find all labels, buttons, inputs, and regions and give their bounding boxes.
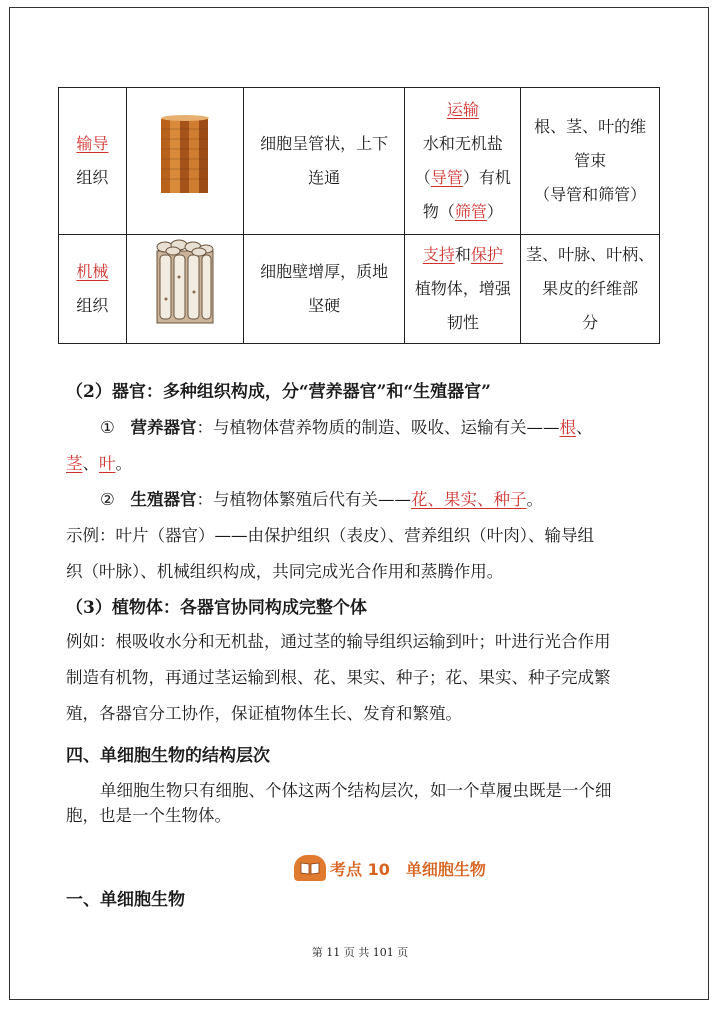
- function-text: ）: [486, 202, 503, 221]
- structure-text: 细胞壁增厚，质地: [260, 262, 389, 281]
- separator: 、: [82, 454, 99, 473]
- vegetative-organ-text: ：与植物体营养物质的制造、吸收、运输有关——: [196, 418, 560, 437]
- tissue-location-cell: [521, 235, 660, 344]
- reproductive-organ-line: [100, 486, 543, 510]
- tissue-name: 机械: [76, 262, 109, 281]
- function-keyword: 保护: [470, 245, 503, 264]
- plant-heading: （3）植物体：各器官协同构成完整个体: [66, 598, 367, 618]
- plant-paragraph: 制造有机物，再通过茎运输到根、花、果实、种子；花、果实、种子完成繁: [66, 668, 611, 687]
- unicell-paragraph: 胞，也是一个生物体。: [66, 806, 231, 825]
- tissue-name-cell: [59, 88, 127, 235]
- function-keyword: 支持: [422, 245, 455, 264]
- tissue-structure-cell: [243, 235, 405, 344]
- tissue-name-cell: [59, 235, 127, 344]
- reproductive-organ-title: 生殖器官: [130, 490, 197, 509]
- location-text: 茎、叶脉、叶柄、: [526, 245, 655, 264]
- tissue-function-cell: [405, 235, 521, 344]
- tissue-image-cell: [126, 88, 243, 235]
- kaodian-title: 考点 10 单细胞生物: [330, 859, 486, 879]
- structure-text: 坚硬: [308, 296, 341, 315]
- tissue-table: [58, 87, 660, 344]
- location-text: 管束: [574, 151, 607, 170]
- tissue-structure-cell: [243, 88, 405, 235]
- function-keyword: 运输: [446, 100, 479, 119]
- unicell-paragraph: 单细胞生物只有细胞、个体这两个结构层次，如一个草履虫既是一个细: [100, 781, 612, 800]
- tissue-function-cell: [405, 88, 521, 235]
- tissue-name-suffix: 组织: [76, 296, 109, 315]
- function-text: （: [414, 168, 431, 187]
- function-keyword: 导管: [430, 168, 463, 187]
- list-number: ②: [100, 490, 115, 509]
- function-text: 和: [454, 245, 471, 264]
- function-keyword: 筛管: [454, 202, 487, 221]
- function-text: ）有机: [462, 168, 511, 187]
- structure-text: 连通: [308, 168, 341, 187]
- table-row: [59, 235, 660, 344]
- list-number: ①: [100, 418, 115, 437]
- separator: 。: [115, 454, 132, 473]
- organ-keyword: 根: [559, 418, 577, 437]
- function-text: 水和无机盐: [422, 134, 503, 153]
- page-footer: 第 11 页 共 101 页: [311, 946, 409, 959]
- example-text: 织（叶脉）、机械组织构成，共同完成光合作用和蒸腾作用。: [66, 562, 504, 581]
- organ-keyword: 叶: [99, 454, 116, 473]
- tissue-name: 输导: [76, 134, 109, 153]
- conducting-tissue-tubes-image: [157, 113, 213, 197]
- function-text: 物（: [422, 202, 455, 221]
- location-text: 果皮的纤维部: [542, 279, 639, 298]
- unicell-heading: 四、单细胞生物的结构层次: [66, 746, 270, 766]
- separator: 、: [576, 418, 593, 437]
- separator: 。: [526, 490, 544, 509]
- organ-keyword: 花、果实、种子: [411, 490, 527, 509]
- plant-paragraph: 例如：根吸收水分和无机盐，通过茎的输导组织运输到叶；叶进行光合作用: [66, 632, 611, 651]
- function-text: 韧性: [446, 313, 479, 332]
- vegetative-organ-line-cont: [66, 450, 132, 474]
- mechanical-tissue-cells-image: [149, 237, 221, 329]
- reproductive-organ-text: ：与植物体繁殖后代有关——: [196, 490, 412, 509]
- location-text: 根、茎、叶的维: [534, 117, 647, 136]
- structure-text: 细胞呈管状，上下: [260, 134, 389, 153]
- example-text: 示例：叶片（器官）——由保护组织（表皮）、营养组织（叶肉）、输导组: [66, 526, 594, 545]
- tissue-name-suffix: 组织: [76, 168, 109, 187]
- vegetative-organ-line: [100, 414, 593, 438]
- book-icon: [294, 855, 326, 881]
- function-text: 植物体，增强: [414, 279, 511, 298]
- section-heading: 一、单细胞生物: [66, 890, 185, 910]
- tissue-location-cell: [521, 88, 660, 235]
- organ-keyword: 茎: [66, 454, 83, 473]
- tissue-image-cell: [126, 235, 243, 344]
- plant-paragraph: 殖，各器官分工协作，保证植物体生长、发育和繁殖。: [66, 704, 462, 723]
- kaodian-badge: [294, 852, 486, 884]
- table-row: [59, 88, 660, 235]
- location-text: 分: [582, 313, 599, 332]
- organ-heading: （2）器官：多种组织构成，分“营养器官”和“生殖器官”: [66, 382, 491, 402]
- location-text: （导管和筛管）: [534, 185, 647, 204]
- vegetative-organ-title: 营养器官: [130, 418, 197, 437]
